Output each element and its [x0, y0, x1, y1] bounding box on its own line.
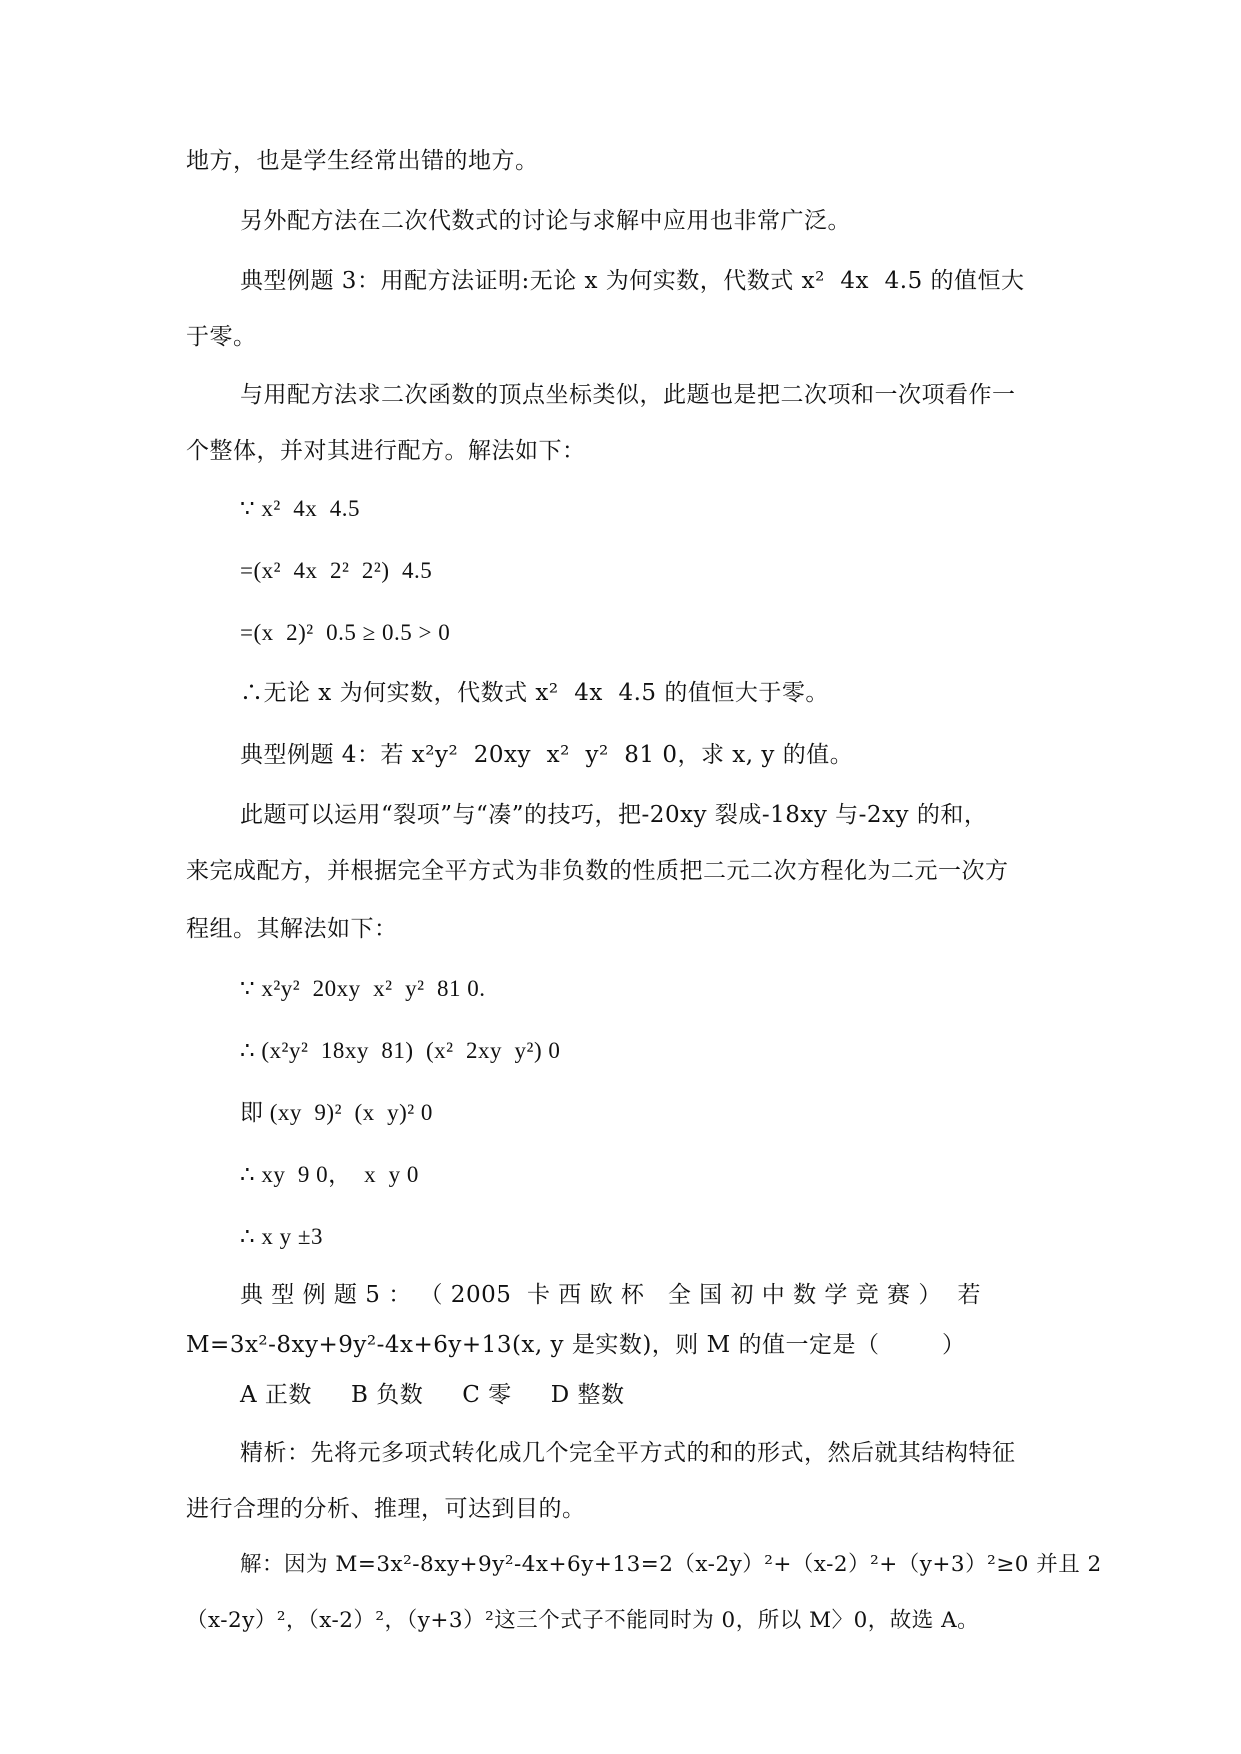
text-line-5: 与用配方法求二次函数的顶点坐标类似，此题也是把二次项和一次项看作一	[240, 382, 1016, 408]
math-line-4: ∵ x²y² 20xy x² y² 81 0.	[240, 976, 486, 1001]
text-line-1: 地方，也是学生经常出错的地方。	[186, 148, 539, 174]
text-line-13: M=3x²-8xy+9y²-4x+6y+13(x, y 是实数)，则 M 的值一定是（ ）	[186, 1332, 966, 1358]
text-line-2: 另外配方法在二次代数式的讨论与求解中应用也非常广泛。	[240, 208, 851, 234]
math-line-1: ∵ x² 4x 4.5	[240, 496, 361, 521]
text-line-6: 个整体，并对其进行配方。解法如下：	[186, 438, 586, 464]
text-line-18: （x-2y）²，（x-2）²，（y+3）²这三个式子不能同时为 0，所以 M〉0，故选 A。	[186, 1608, 980, 1633]
math-line-5: ∴ (x²y² 18xy 81) (x² 2xy y²) 0	[240, 1038, 561, 1063]
text-line-10: 来完成配方，并根据完全平方式为非负数的性质把二元二次方程化为二元一次方	[186, 858, 1009, 884]
text-line-17: 解：因为 M=3x²-8xy+9y²-4x+6y+13=2（x-2y）²+（x-2）²+（y+3）²≥0 并且 2	[240, 1552, 1102, 1577]
text-line-9: 此题可以运用“裂项”与“凑”的技巧，把-20xy 裂成-18xy 与-2xy 的和，	[240, 802, 988, 828]
text-line-11: 程组。其解法如下：	[186, 916, 398, 942]
text-line-3: 典型例题 3：用配方法证明:无论 x 为何实数，代数式 x² 4x 4.5 的值恒大	[240, 268, 1025, 294]
text-line-4: 于零。	[186, 324, 257, 350]
text-line-14: A 正数 B 负数 C 零 D 整数	[240, 1382, 625, 1408]
text-line-7: ∴无论 x 为何实数，代数式 x² 4x 4.5 的值恒大于零。	[240, 680, 829, 706]
math-line-6: 即 (xy 9)² (x y)² 0	[240, 1100, 433, 1125]
math-line-7: ∴ xy 9 0， x y 0	[240, 1162, 419, 1187]
math-line-8: ∴ x y ±3	[240, 1224, 324, 1249]
text-line-8: 典型例题 4：若 x²y² 20xy x² y² 81 0，求 x, y 的值。	[240, 742, 854, 768]
math-line-2: =(x² 4x 2² 2²) 4.5	[240, 558, 433, 583]
text-line-12: 典 型 例 题 5 ： （ 2005 卡 西 欧 杯 全 国 初 中 数 学 竞 赛 ） 若	[240, 1282, 981, 1308]
text-line-16: 进行合理的分析、推理，可达到目的。	[186, 1496, 586, 1522]
math-line-3: =(x 2)² 0.5 ≥ 0.5 > 0	[240, 620, 451, 645]
text-line-15: 精析：先将元多项式转化成几个完全平方式的和的形式，然后就其结构特征	[240, 1440, 1016, 1466]
